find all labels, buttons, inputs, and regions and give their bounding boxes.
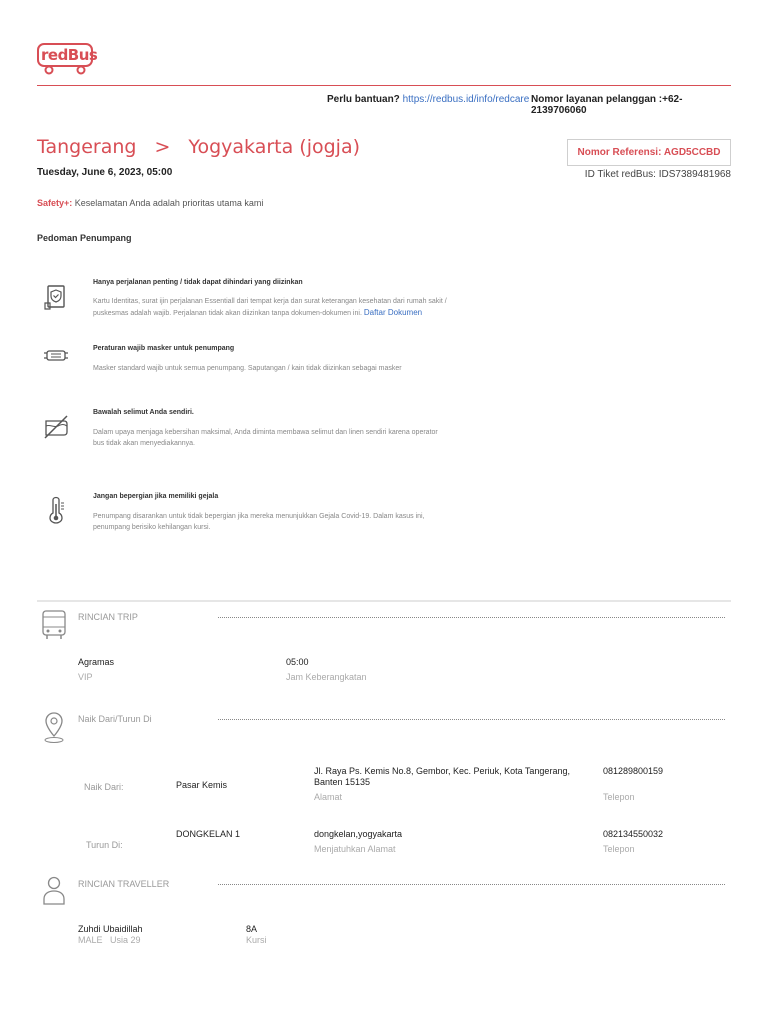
safety-label: Safety+:: [37, 198, 73, 208]
bus-operator: Agramas: [78, 657, 115, 667]
departure-datetime: Tuesday, June 6, 2023, 05:00: [37, 167, 173, 178]
traveller-gender: MALE: [78, 935, 103, 945]
guideline-title-symptoms: Jangan bepergian jika memiliki gejala: [93, 493, 219, 500]
traveller-name: Zuhdi Ubaidillah: [78, 924, 143, 934]
guideline-text-blanket: [93, 427, 463, 449]
guideline-text-essential: [93, 296, 463, 319]
guideline-title-essential: Hanya perjalanan penting / tidak dapat dihindari yang diizinkan: [93, 279, 303, 286]
guideline-text-line: Masker standard wajib untuk semua penumpang. Saputangan / kain tidak diizinkan sebagai masker: [93, 365, 402, 372]
brand-name: redBus: [41, 46, 98, 64]
section-divider: [37, 600, 731, 602]
pickup-phone: 081289800159: [603, 766, 664, 776]
guideline-text-line: bus tidak akan menyediakannya.: [93, 440, 195, 447]
traveller-age: Usia 29: [110, 935, 141, 945]
bus-icon: [40, 607, 68, 643]
redbus-logo[interactable]: [37, 42, 98, 76]
section-dotted-line: [218, 719, 725, 720]
reference-number-box: Nomor Referensi: AGD5CCBD: [567, 139, 731, 166]
ticket-id: ID Tiket redBus: IDS7389481968: [584, 169, 731, 180]
dropoff-point: DONGKELAN 1: [176, 829, 241, 839]
trip-section-title: RINCIAN TRIP: [78, 612, 138, 622]
safety-text: Keselamatan Anda adalah prioritas utama kami: [74, 198, 264, 208]
section-dotted-line: [218, 884, 725, 885]
document-shield-icon: [42, 283, 70, 311]
dropoff-phone-label: Telepon: [603, 844, 635, 854]
location-pin-icon: [40, 710, 68, 746]
pickup-point: Pasar Kemis: [176, 780, 228, 790]
guideline-text-line: Kartu Identitas, surat ijin perjalanan Essentiall dari tempat kerja dan surat keterangan kesehatan dari rumah sakit /: [93, 298, 447, 305]
guideline-title-blanket: Bawalah selimut Anda sendiri.: [93, 409, 194, 416]
help-line: [327, 94, 529, 105]
pickup-address-line: Jl. Raya Ps. Kemis No.8, Gembor, Kec. Periuk, Kota Tangerang,: [314, 766, 570, 776]
header-divider: [37, 85, 731, 86]
boarding-section-title: Naik Dari/Turun Di: [78, 714, 152, 724]
guidelines-title: Pedoman Penumpang: [37, 233, 132, 243]
route-from: Tangerang: [37, 136, 137, 158]
pickup-address-label: Alamat: [314, 792, 343, 802]
help-link[interactable]: https://redbus.id/info/redcare: [402, 94, 530, 105]
guideline-text-line: puskesmas adalah wajib. Perjalanan tidak akan diizinkan tanpa dokumen-dokumen ini.: [93, 310, 362, 317]
route-separator: >: [154, 136, 171, 158]
guideline-text-line: Dalam upaya menjaga kebersihan maksimal, Anda diminta membawa selimut dan linen sendiri karena operator: [93, 429, 438, 436]
dropoff-address-label: Menjatuhkan Alamat: [314, 844, 396, 854]
safety-line: [37, 198, 263, 208]
seat-number: 8A: [246, 924, 258, 934]
mask-icon: [42, 342, 70, 370]
guideline-text-line: penumpang berisiko kehilangan kursi.: [93, 524, 211, 531]
dropoff-label: Turun Di:: [86, 840, 123, 850]
thermometer-icon: [42, 496, 70, 524]
guideline-text-symptoms: [93, 511, 463, 533]
guideline-text-mask: [93, 363, 463, 374]
bus-type: VIP: [78, 672, 93, 682]
dropoff-phone: 082134550032: [603, 829, 664, 839]
departure-time-label: Jam Keberangkatan: [286, 672, 367, 682]
departure-time: 05:00: [286, 657, 309, 667]
traveller-details: [78, 935, 141, 945]
traveller-section-title: RINCIAN TRAVELLER: [78, 879, 170, 889]
guideline-text-line: Penumpang disarankan untuk tidak bepergian jika mereka menunjukkan Gejala Covid-19. Dalam kasus ini,: [93, 513, 425, 520]
route-title: [37, 136, 360, 158]
seat-label: Kursi: [246, 935, 267, 945]
pickup-label: Naik Dari:: [84, 782, 124, 792]
no-blanket-icon: [42, 413, 70, 441]
help-label: Perlu bantuan?: [327, 94, 400, 105]
customer-service-phone: Nomor layanan pelanggan :+62-2139706060: [531, 94, 683, 116]
dropoff-address: dongkelan,yogyakarta: [314, 829, 403, 839]
guideline-title-mask: Peraturan wajib masker untuk penumpang: [93, 345, 235, 352]
pickup-address-line: Banten 15135: [314, 777, 371, 787]
pickup-phone-label: Telepon: [603, 792, 635, 802]
document-list-link[interactable]: Daftar Dokumen: [363, 308, 423, 317]
route-to: Yogyakarta (jogja): [188, 136, 360, 158]
section-dotted-line: [218, 617, 725, 618]
pickup-address: [314, 766, 570, 788]
person-icon: [40, 874, 68, 910]
